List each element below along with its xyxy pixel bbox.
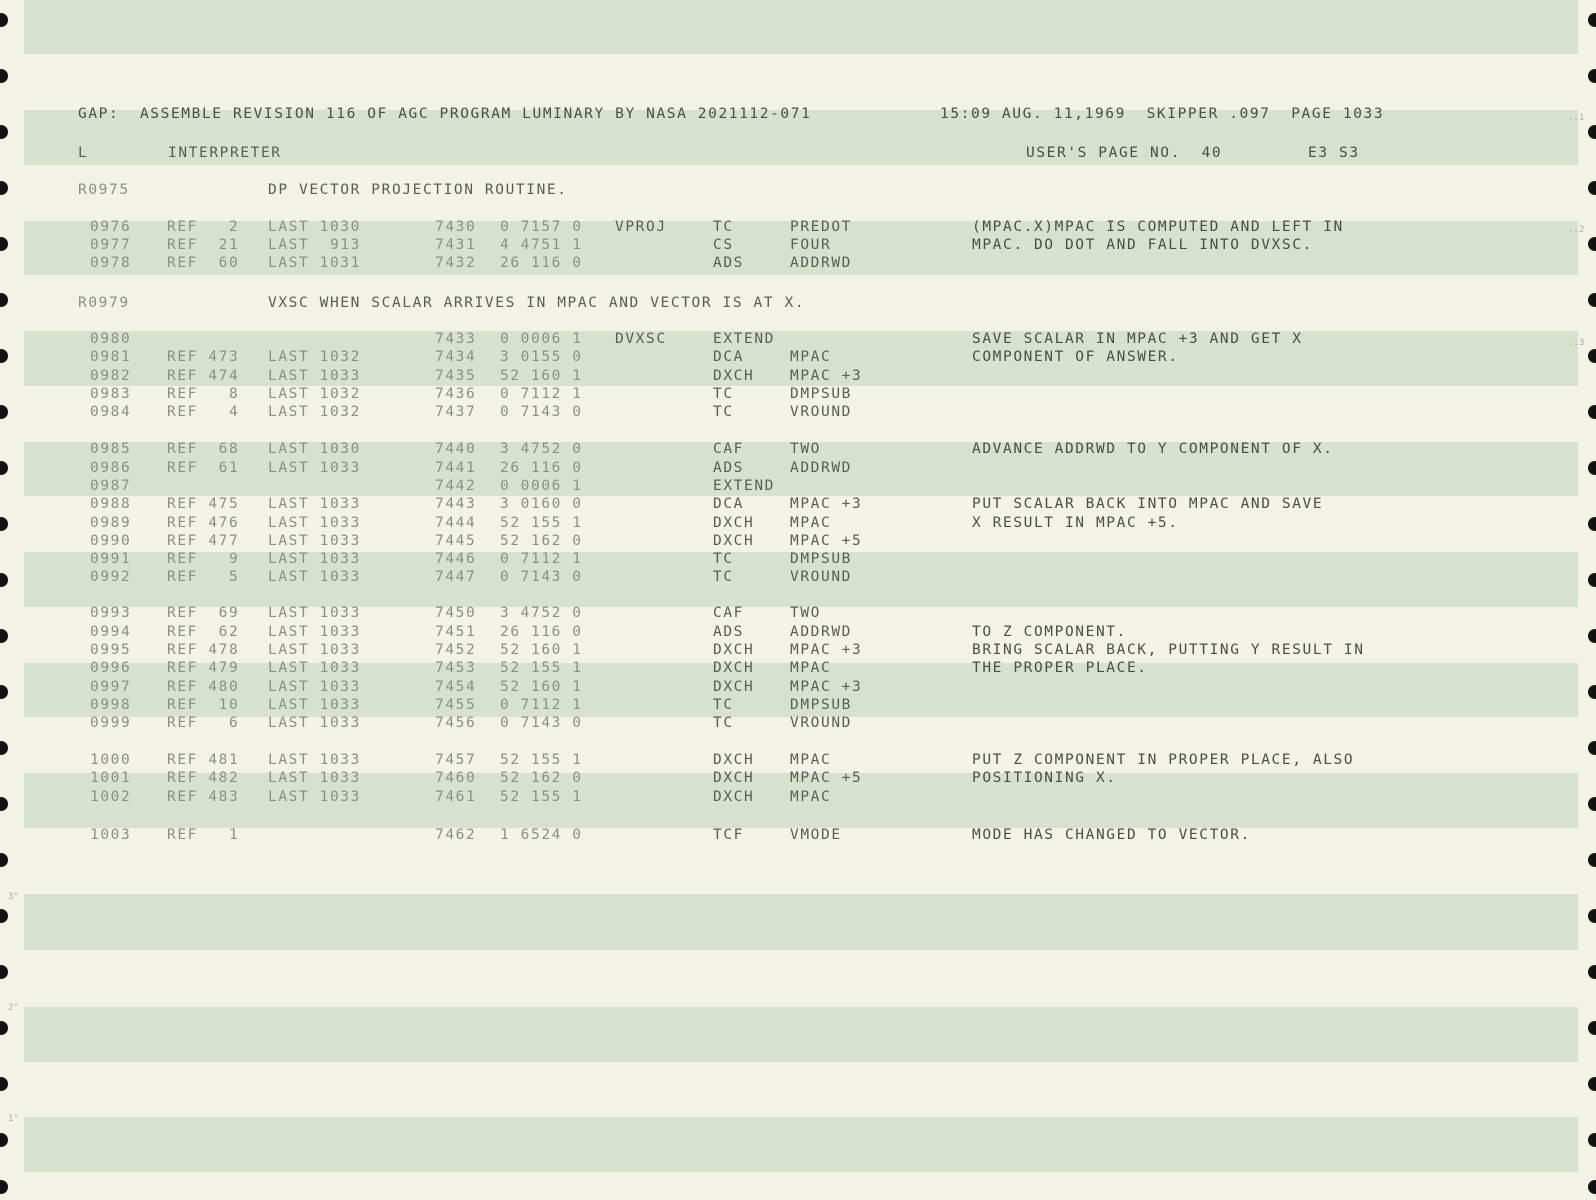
operand: PREDOT — [790, 219, 852, 235]
octal-code: 0 7112 1 — [500, 386, 583, 402]
line-number: 0981 — [90, 349, 132, 365]
comment: X RESULT IN MPAC +5. — [972, 515, 1179, 531]
address: 7460 — [435, 770, 477, 786]
line-number: 0983 — [90, 386, 132, 402]
opcode: CS — [713, 237, 734, 253]
comment: MODE HAS CHANGED TO VECTOR. — [972, 827, 1251, 843]
ref-column: REF 8 — [167, 386, 240, 402]
opcode: DCA — [713, 496, 744, 512]
last-column: LAST 913 — [268, 237, 361, 253]
line-number: 1002 — [90, 789, 132, 805]
opcode: DXCH — [713, 789, 755, 805]
address: 7455 — [435, 697, 477, 713]
line-number: 1001 — [90, 770, 132, 786]
address: 7450 — [435, 605, 477, 621]
line-number: 0996 — [90, 660, 132, 676]
address: 7451 — [435, 624, 477, 640]
opcode: CAF — [713, 441, 744, 457]
last-column: LAST 1033 — [268, 770, 361, 786]
ref-column: REF 68 — [167, 441, 240, 457]
last-column: LAST 1033 — [268, 515, 361, 531]
octal-code: 3 4752 0 — [500, 605, 583, 621]
opcode: DXCH — [713, 679, 755, 695]
octal-code: 52 162 0 — [500, 533, 583, 549]
symbol-label: DVXSC — [615, 331, 667, 347]
address: 7454 — [435, 679, 477, 695]
paper-band — [24, 894, 1578, 950]
margin-mark: ..3 — [1568, 338, 1585, 348]
operand: MPAC +3 — [790, 679, 863, 695]
opcode: ADS — [713, 255, 744, 271]
ref-column: REF 6 — [167, 715, 240, 731]
last-column: LAST 1033 — [268, 569, 361, 585]
last-column: LAST 1033 — [268, 624, 361, 640]
comment: SAVE SCALAR IN MPAC +3 AND GET X — [972, 331, 1303, 347]
header-users-page: USER'S PAGE NO. 40 — [1026, 145, 1223, 161]
comment: POSITIONING X. — [972, 770, 1117, 786]
ref-column: REF 4 — [167, 404, 240, 420]
comment: PUT SCALAR BACK INTO MPAC AND SAVE — [972, 496, 1324, 512]
paper-band — [24, 0, 1578, 54]
address: 7447 — [435, 569, 477, 585]
operand: MPAC +5 — [790, 770, 863, 786]
octal-code: 4 4751 1 — [500, 237, 583, 253]
octal-code: 52 155 1 — [500, 752, 583, 768]
ref-column: REF 9 — [167, 551, 240, 567]
last-column: LAST 1033 — [268, 642, 361, 658]
comment: TO Z COMPONENT. — [972, 624, 1127, 640]
comment: PUT Z COMPONENT IN PROPER PLACE, ALSO — [972, 752, 1355, 768]
octal-code: 52 155 1 — [500, 660, 583, 676]
address: 7431 — [435, 237, 477, 253]
octal-code: 0 7157 0 — [500, 219, 583, 235]
address: 7444 — [435, 515, 477, 531]
octal-code: 26 116 0 — [500, 460, 583, 476]
comment: BRING SCALAR BACK, PUTTING Y RESULT IN — [972, 642, 1365, 658]
line-number: 0978 — [90, 255, 132, 271]
ref-column: REF 477 — [167, 533, 240, 549]
opcode: ADS — [713, 460, 744, 476]
line-number: 0987 — [90, 478, 132, 494]
opcode: TC — [713, 404, 734, 420]
last-column: LAST 1033 — [268, 460, 361, 476]
address: 7456 — [435, 715, 477, 731]
opcode: TC — [713, 219, 734, 235]
margin-mark: 1" — [8, 1114, 19, 1124]
operand: ADDRWD — [790, 255, 852, 271]
address: 7446 — [435, 551, 477, 567]
opcode: TC — [713, 697, 734, 713]
opcode: CAF — [713, 605, 744, 621]
address: 7443 — [435, 496, 477, 512]
comment-line-text: DP VECTOR PROJECTION ROUTINE. — [268, 182, 568, 198]
comment: (MPAC.X)MPAC IS COMPUTED AND LEFT IN — [972, 219, 1344, 235]
octal-code: 0 0006 1 — [500, 478, 583, 494]
operand: MPAC — [790, 752, 832, 768]
last-column: LAST 1033 — [268, 660, 361, 676]
header-assembly-line: GAP: ASSEMBLE REVISION 116 OF AGC PROGRAM LUMINARY BY NASA 2021112-071 — [78, 106, 812, 122]
operand: MPAC — [790, 789, 832, 805]
opcode: EXTEND — [713, 331, 775, 347]
comment: ADVANCE ADDRWD TO Y COMPONENT OF X. — [972, 441, 1334, 457]
operand: VROUND — [790, 715, 852, 731]
octal-code: 3 0155 0 — [500, 349, 583, 365]
ref-column: REF 481 — [167, 752, 240, 768]
address: 7462 — [435, 827, 477, 843]
octal-code: 3 4752 0 — [500, 441, 583, 457]
last-column: LAST 1033 — [268, 551, 361, 567]
operand: MPAC — [790, 515, 832, 531]
line-number: 0989 — [90, 515, 132, 531]
opcode: DCA — [713, 349, 744, 365]
comment-line-text: VXSC WHEN SCALAR ARRIVES IN MPAC AND VECTOR IS AT X. — [268, 295, 806, 311]
address: 7436 — [435, 386, 477, 402]
opcode: DXCH — [713, 752, 755, 768]
octal-code: 0 7112 1 — [500, 551, 583, 567]
line-number: 0977 — [90, 237, 132, 253]
octal-code: 26 116 0 — [500, 255, 583, 271]
octal-code: 52 162 0 — [500, 770, 583, 786]
ref-column: REF 61 — [167, 460, 240, 476]
address: 7453 — [435, 660, 477, 676]
address: 7442 — [435, 478, 477, 494]
paper-band — [24, 1117, 1578, 1172]
operand: DMPSUB — [790, 386, 852, 402]
line-number: 0982 — [90, 368, 132, 384]
operand: MPAC +3 — [790, 496, 863, 512]
last-column: LAST 1033 — [268, 533, 361, 549]
opcode: EXTEND — [713, 478, 775, 494]
operand: VMODE — [790, 827, 842, 843]
line-number: 0999 — [90, 715, 132, 731]
last-column: LAST 1033 — [268, 496, 361, 512]
line-number: 0992 — [90, 569, 132, 585]
header-timestamp-page: 15:09 AUG. 11,1969 SKIPPER .097 PAGE 1033 — [940, 106, 1385, 122]
line-number: 0997 — [90, 679, 132, 695]
address: 7432 — [435, 255, 477, 271]
symbol-label: VPROJ — [615, 219, 667, 235]
opcode: DXCH — [713, 770, 755, 786]
last-column: LAST 1033 — [268, 368, 361, 384]
operand: DMPSUB — [790, 697, 852, 713]
address: 7434 — [435, 349, 477, 365]
opcode: DXCH — [713, 660, 755, 676]
ref-column: REF 69 — [167, 605, 240, 621]
operand: VROUND — [790, 569, 852, 585]
last-column: LAST 1033 — [268, 605, 361, 621]
line-number: 0993 — [90, 605, 132, 621]
line-number: 0985 — [90, 441, 132, 457]
address: 7441 — [435, 460, 477, 476]
opcode: TC — [713, 551, 734, 567]
operand: DMPSUB — [790, 551, 852, 567]
operand: VROUND — [790, 404, 852, 420]
ref-column: REF 474 — [167, 368, 240, 384]
operand: MPAC — [790, 349, 832, 365]
opcode: DXCH — [713, 642, 755, 658]
last-column: LAST 1033 — [268, 679, 361, 695]
operand: ADDRWD — [790, 460, 852, 476]
last-column: LAST 1032 — [268, 386, 361, 402]
octal-code: 52 155 1 — [500, 789, 583, 805]
last-column: LAST 1032 — [268, 349, 361, 365]
last-column: LAST 1033 — [268, 752, 361, 768]
operand: MPAC +5 — [790, 533, 863, 549]
paper-band — [24, 1007, 1578, 1062]
address: 7433 — [435, 331, 477, 347]
operand: FOUR — [790, 237, 832, 253]
ref-column: REF 480 — [167, 679, 240, 695]
comment: MPAC. DO DOT AND FALL INTO DVXSC. — [972, 237, 1313, 253]
margin-mark: 3" — [8, 892, 19, 902]
ref-column: REF 21 — [167, 237, 240, 253]
ref-column: REF 482 — [167, 770, 240, 786]
line-number: 0986 — [90, 460, 132, 476]
header-section-name: INTERPRETER — [168, 145, 282, 161]
last-column: LAST 1033 — [268, 715, 361, 731]
ref-column: REF 1 — [167, 827, 240, 843]
opcode: ADS — [713, 624, 744, 640]
comment-line-id: R0979 — [78, 295, 130, 311]
ref-column: REF 479 — [167, 660, 240, 676]
operand: MPAC +3 — [790, 368, 863, 384]
address: 7430 — [435, 219, 477, 235]
opcode: TC — [713, 715, 734, 731]
address: 7440 — [435, 441, 477, 457]
opcode: DXCH — [713, 368, 755, 384]
ref-column: REF 475 — [167, 496, 240, 512]
opcode: TC — [713, 386, 734, 402]
operand: TWO — [790, 441, 821, 457]
opcode: TCF — [713, 827, 744, 843]
line-number: 0988 — [90, 496, 132, 512]
address: 7437 — [435, 404, 477, 420]
address: 7445 — [435, 533, 477, 549]
line-number: 1003 — [90, 827, 132, 843]
ref-column: REF 2 — [167, 219, 240, 235]
line-number: 0998 — [90, 697, 132, 713]
ref-column: REF 10 — [167, 697, 240, 713]
header-l-label: L — [78, 145, 89, 161]
opcode: TC — [713, 569, 734, 585]
line-number: 0994 — [90, 624, 132, 640]
line-number: 1000 — [90, 752, 132, 768]
address: 7457 — [435, 752, 477, 768]
octal-code: 52 160 1 — [500, 679, 583, 695]
ref-column: REF 60 — [167, 255, 240, 271]
header-e-code: E3 S3 — [1308, 145, 1360, 161]
margin-mark: 2" — [8, 1003, 19, 1013]
operand: MPAC +3 — [790, 642, 863, 658]
octal-code: 0 7143 0 — [500, 404, 583, 420]
last-column: LAST 1030 — [268, 441, 361, 457]
octal-code: 52 160 1 — [500, 368, 583, 384]
octal-code: 0 0006 1 — [500, 331, 583, 347]
operand: TWO — [790, 605, 821, 621]
margin-mark: ..1 — [1568, 113, 1585, 123]
comment: COMPONENT OF ANSWER. — [972, 349, 1179, 365]
ref-column: REF 473 — [167, 349, 240, 365]
ref-column: REF 478 — [167, 642, 240, 658]
octal-code: 0 7143 0 — [500, 569, 583, 585]
comment: THE PROPER PLACE. — [972, 660, 1148, 676]
octal-code: 1 6524 0 — [500, 827, 583, 843]
opcode: DXCH — [713, 515, 755, 531]
margin-mark: ..2 — [1568, 225, 1585, 235]
octal-code: 0 7112 1 — [500, 697, 583, 713]
ref-column: REF 62 — [167, 624, 240, 640]
comment-line-id: R0975 — [78, 182, 130, 198]
address: 7452 — [435, 642, 477, 658]
ref-column: REF 483 — [167, 789, 240, 805]
last-column: LAST 1032 — [268, 404, 361, 420]
line-number: 0995 — [90, 642, 132, 658]
line-number: 0976 — [90, 219, 132, 235]
address: 7461 — [435, 789, 477, 805]
line-number: 0980 — [90, 331, 132, 347]
ref-column: REF 476 — [167, 515, 240, 531]
operand: MPAC — [790, 660, 832, 676]
octal-code: 52 160 1 — [500, 642, 583, 658]
operand: ADDRWD — [790, 624, 852, 640]
last-column: LAST 1033 — [268, 789, 361, 805]
last-column: LAST 1031 — [268, 255, 361, 271]
line-number: 0991 — [90, 551, 132, 567]
octal-code: 26 116 0 — [500, 624, 583, 640]
address: 7435 — [435, 368, 477, 384]
last-column: LAST 1033 — [268, 697, 361, 713]
ref-column: REF 5 — [167, 569, 240, 585]
opcode: DXCH — [713, 533, 755, 549]
octal-code: 52 155 1 — [500, 515, 583, 531]
octal-code: 0 7143 0 — [500, 715, 583, 731]
line-number: 0990 — [90, 533, 132, 549]
line-number: 0984 — [90, 404, 132, 420]
octal-code: 3 0160 0 — [500, 496, 583, 512]
last-column: LAST 1030 — [268, 219, 361, 235]
